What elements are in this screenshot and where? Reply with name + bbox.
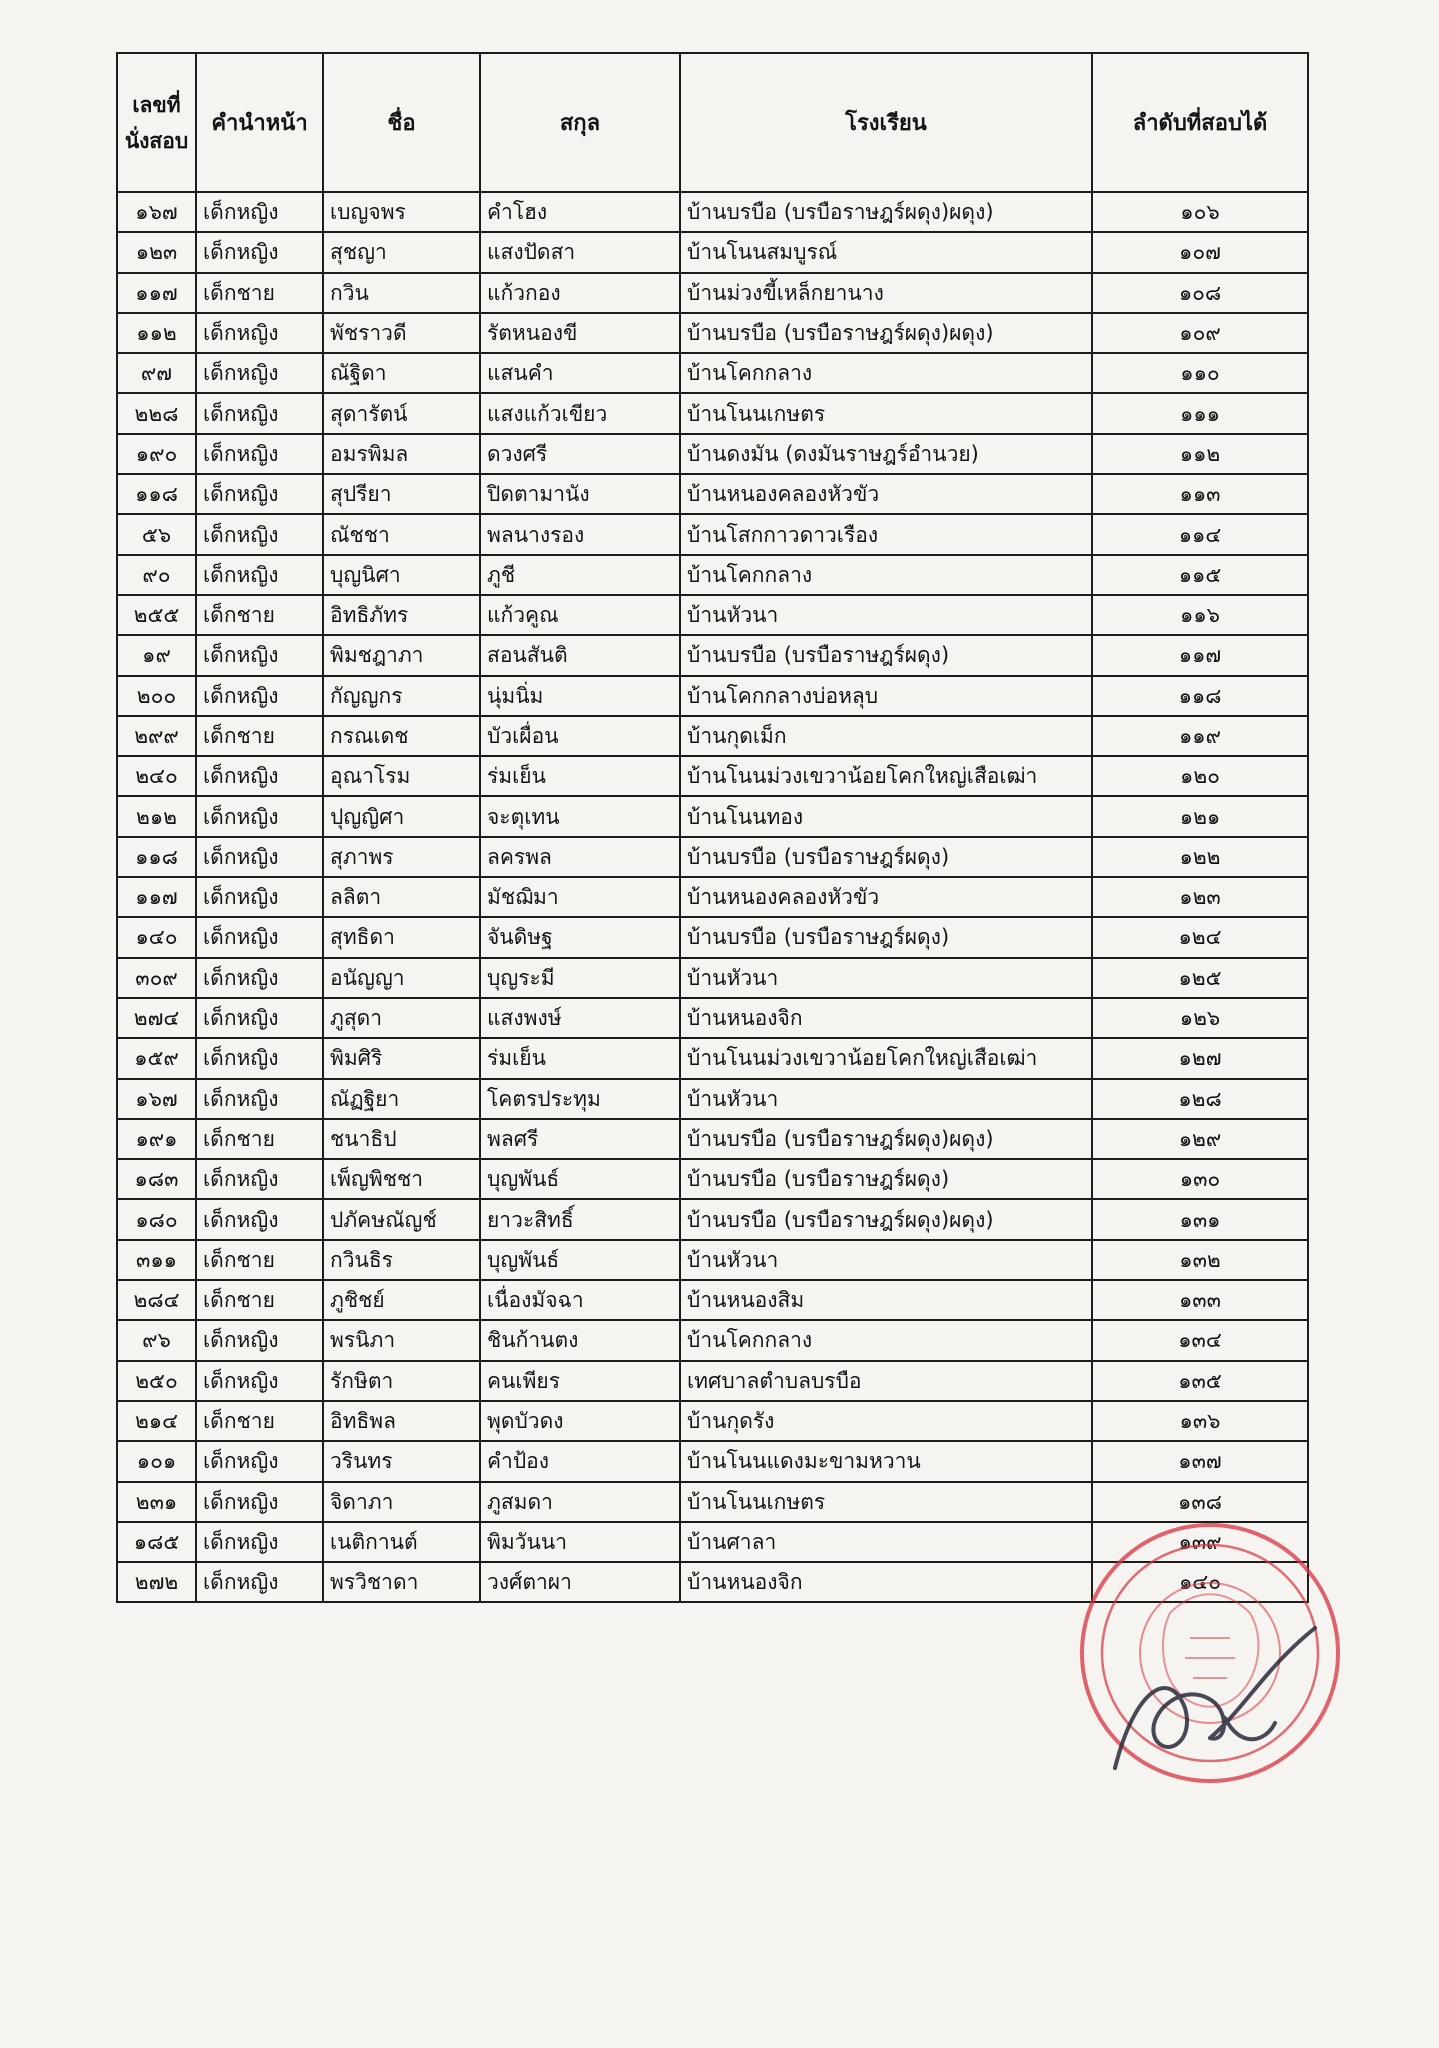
cell-school: บ้านโนนเกษตร — [680, 1482, 1092, 1522]
table-row — [117, 837, 1308, 877]
cell-prefix: เด็กหญิง — [196, 313, 323, 353]
cell-prefix: เด็กหญิง — [196, 1562, 323, 1602]
cell-name: พรวิชาดา — [323, 1562, 480, 1602]
cell-rank: ๑๑๔ — [1092, 514, 1308, 554]
cell-seat: ๒๒๘ — [117, 393, 196, 433]
cell-surname: เนื่องมัจฉา — [480, 1280, 680, 1320]
cell-surname: มัชฌิมา — [480, 877, 680, 917]
cell-rank: ๑๑๘ — [1092, 676, 1308, 716]
cell-rank: ๑๓๘ — [1092, 1482, 1308, 1522]
cell-school: บ้านบรบือ (บรบือราษฎร์ผดุง)ผดุง) — [680, 1119, 1092, 1159]
cell-surname: แก้วคูณ — [480, 595, 680, 635]
cell-prefix: เด็กชาย — [196, 273, 323, 313]
cell-school: บ้านหัวนา — [680, 958, 1092, 998]
cell-surname: แก้วกอง — [480, 273, 680, 313]
cell-school: บ้านบรบือ (บรบือราษฎร์ผดุง) — [680, 635, 1092, 675]
cell-name: อิทธิพล — [323, 1401, 480, 1441]
cell-name: พัชราวดี — [323, 313, 480, 353]
cell-school: บ้านดงมัน (ดงมันราษฎร์อำนวย) — [680, 434, 1092, 474]
cell-seat: ๑๑๘ — [117, 474, 196, 514]
cell-rank: ๑๐๗ — [1092, 232, 1308, 272]
cell-rank: ๑๓๖ — [1092, 1401, 1308, 1441]
cell-seat: ๑๑๒ — [117, 313, 196, 353]
table-row — [117, 353, 1308, 393]
cell-name: สุปรียา — [323, 474, 480, 514]
cell-seat: ๒๙๙ — [117, 716, 196, 756]
cell-rank: ๑๐๖ — [1092, 192, 1308, 232]
cell-seat: ๒๑๒ — [117, 796, 196, 836]
cell-name: พรนิภา — [323, 1320, 480, 1360]
cell-name: ชนาธิป — [323, 1119, 480, 1159]
table-row — [117, 796, 1308, 836]
cell-name: ณัฐิดา — [323, 353, 480, 393]
cell-surname: คำป้อง — [480, 1441, 680, 1481]
cell-surname: บัวเผื่อน — [480, 716, 680, 756]
cell-name: เนติกานต์ — [323, 1522, 480, 1562]
cell-rank: ๑๑๖ — [1092, 595, 1308, 635]
cell-prefix: เด็กหญิง — [196, 555, 323, 595]
cell-seat: ๑๕๙ — [117, 1038, 196, 1078]
cell-prefix: เด็กหญิง — [196, 998, 323, 1038]
table-row — [117, 393, 1308, 433]
header-row — [117, 53, 1308, 192]
table-row — [117, 1401, 1308, 1441]
cell-rank: ๑๑๓ — [1092, 474, 1308, 514]
cell-seat: ๑๖๗ — [117, 192, 196, 232]
cell-school: บ้านโคกกลาง — [680, 555, 1092, 595]
cell-surname: รัตหนองขี — [480, 313, 680, 353]
cell-prefix: เด็กชาย — [196, 1280, 323, 1320]
cell-school: บ้านบรบือ (บรบือราษฎร์ผดุง)ผดุง) — [680, 1199, 1092, 1239]
cell-rank: ๑๒๗ — [1092, 1038, 1308, 1078]
table-row — [117, 273, 1308, 313]
table-row — [117, 1361, 1308, 1401]
cell-rank: ๑๓๑ — [1092, 1199, 1308, 1239]
cell-rank: ๑๓๓ — [1092, 1280, 1308, 1320]
cell-school: บ้านโคกกลาง — [680, 353, 1092, 393]
table-row — [117, 998, 1308, 1038]
cell-school: บ้านโสกกาวดาวเรือง — [680, 514, 1092, 554]
cell-rank: ๑๒๙ — [1092, 1119, 1308, 1159]
cell-name: รักษิตา — [323, 1361, 480, 1401]
cell-seat: ๒๗๔ — [117, 998, 196, 1038]
cell-seat: ๒๐๐ — [117, 676, 196, 716]
cell-surname: พลนางรอง — [480, 514, 680, 554]
table-row — [117, 958, 1308, 998]
table-row — [117, 232, 1308, 272]
cell-rank: ๑๒๖ — [1092, 998, 1308, 1038]
header-seat: เลขที่นั่งสอบ — [117, 53, 196, 192]
cell-school: บ้านศาลา — [680, 1522, 1092, 1562]
cell-school: บ้านม่วงขี้เหล็กยานาง — [680, 273, 1092, 313]
cell-seat: ๑๔๐ — [117, 917, 196, 957]
cell-school: บ้านโนนทอง — [680, 796, 1092, 836]
cell-school: บ้านโนนม่วงเขวาน้อยโคกใหญ่เสือเฒ่า — [680, 1038, 1092, 1078]
cell-prefix: เด็กหญิง — [196, 837, 323, 877]
cell-rank: ๑๓๙ — [1092, 1522, 1308, 1562]
cell-prefix: เด็กหญิง — [196, 756, 323, 796]
cell-surname: แสงพงษ์ — [480, 998, 680, 1038]
cell-surname: คำโฮง — [480, 192, 680, 232]
header-rank: ลำดับที่สอบได้ — [1092, 53, 1308, 192]
cell-school: บ้านกุดรัง — [680, 1401, 1092, 1441]
cell-seat: ๑๒๓ — [117, 232, 196, 272]
cell-seat: ๒๔๐ — [117, 756, 196, 796]
cell-prefix: เด็กหญิง — [196, 1482, 323, 1522]
cell-rank: ๑๒๓ — [1092, 877, 1308, 917]
cell-name: ณัฏฐิยา — [323, 1079, 480, 1119]
cell-prefix: เด็กหญิง — [196, 434, 323, 474]
cell-surname: พุดบัวดง — [480, 1401, 680, 1441]
cell-rank: ๑๑๑ — [1092, 393, 1308, 433]
cell-rank: ๑๒๕ — [1092, 958, 1308, 998]
cell-prefix: เด็กหญิง — [196, 1159, 323, 1199]
cell-surname: ปิดตามานัง — [480, 474, 680, 514]
cell-seat: ๕๖ — [117, 514, 196, 554]
cell-name: สุทธิดา — [323, 917, 480, 957]
cell-rank: ๑๑๗ — [1092, 635, 1308, 675]
cell-surname: ภูชี — [480, 555, 680, 595]
table-row — [117, 474, 1308, 514]
cell-surname: ภูสมดา — [480, 1482, 680, 1522]
cell-seat: ๒๕๕ — [117, 595, 196, 635]
cell-prefix: เด็กหญิง — [196, 353, 323, 393]
cell-school: บ้านบรบือ (บรบือราษฎร์ผดุง)ผดุง) — [680, 192, 1092, 232]
cell-name: กวิน — [323, 273, 480, 313]
cell-seat: ๒๕๐ — [117, 1361, 196, 1401]
cell-name: สุชญา — [323, 232, 480, 272]
cell-prefix: เด็กชาย — [196, 595, 323, 635]
table-row — [117, 555, 1308, 595]
cell-seat: ๑๖๗ — [117, 1079, 196, 1119]
table-row — [117, 1119, 1308, 1159]
table-row — [117, 192, 1308, 232]
cell-prefix: เด็กหญิง — [196, 635, 323, 675]
cell-surname: ร่มเย็น — [480, 1038, 680, 1078]
table-row — [117, 1159, 1308, 1199]
cell-seat: ๑๘๐ — [117, 1199, 196, 1239]
cell-surname: ดวงศรี — [480, 434, 680, 474]
cell-name: ปุญญิศา — [323, 796, 480, 836]
cell-seat: ๓๐๙ — [117, 958, 196, 998]
cell-seat: ๑๙ — [117, 635, 196, 675]
cell-seat: ๑๙๑ — [117, 1119, 196, 1159]
table-row — [117, 1280, 1308, 1320]
cell-school: บ้านหนองคลองหัวขัว — [680, 877, 1092, 917]
table-row — [117, 1199, 1308, 1239]
cell-rank: ๑๒๐ — [1092, 756, 1308, 796]
cell-prefix: เด็กหญิง — [196, 1361, 323, 1401]
cell-prefix: เด็กหญิง — [196, 877, 323, 917]
cell-rank: ๑๒๒ — [1092, 837, 1308, 877]
cell-surname: สอนสันติ — [480, 635, 680, 675]
cell-rank: ๑๑๕ — [1092, 555, 1308, 595]
cell-name: ภูสุดา — [323, 998, 480, 1038]
cell-rank: ๑๓๕ — [1092, 1361, 1308, 1401]
cell-surname: บุญระมี — [480, 958, 680, 998]
header-prefix: คำนำหน้า — [196, 53, 323, 192]
cell-seat: ๓๑๑ — [117, 1240, 196, 1280]
cell-prefix: เด็กหญิง — [196, 474, 323, 514]
cell-prefix: เด็กหญิง — [196, 1038, 323, 1078]
cell-rank: ๑๒๔ — [1092, 917, 1308, 957]
cell-prefix: เด็กหญิง — [196, 1320, 323, 1360]
cell-surname: แสงปัดสา — [480, 232, 680, 272]
cell-rank: ๑๑๐ — [1092, 353, 1308, 393]
cell-name: ลลิตา — [323, 877, 480, 917]
cell-rank: ๑๓๐ — [1092, 1159, 1308, 1199]
table-row — [117, 1079, 1308, 1119]
cell-seat: ๒๓๑ — [117, 1482, 196, 1522]
cell-surname: ลครพล — [480, 837, 680, 877]
cell-school: บ้านหัวนา — [680, 1240, 1092, 1280]
cell-school: บ้านบรบือ (บรบือราษฎร์ผดุง) — [680, 1159, 1092, 1199]
cell-seat: ๑๑๗ — [117, 877, 196, 917]
cell-rank: ๑๐๘ — [1092, 273, 1308, 313]
cell-surname: คนเพียร — [480, 1361, 680, 1401]
cell-school: บ้านหัวนา — [680, 1079, 1092, 1119]
table-row — [117, 877, 1308, 917]
cell-surname: นุ่มนิ่ม — [480, 676, 680, 716]
cell-name: สุดารัตน์ — [323, 393, 480, 433]
cell-school: เทศบาลตำบลบรบือ — [680, 1361, 1092, 1401]
cell-seat: ๑๘๕ — [117, 1522, 196, 1562]
table-row — [117, 434, 1308, 474]
exam-results-table — [116, 52, 1309, 1603]
cell-name: เพ็ญพิชชา — [323, 1159, 480, 1199]
cell-rank: ๑๓๔ — [1092, 1320, 1308, 1360]
cell-seat: ๑๘๓ — [117, 1159, 196, 1199]
cell-seat: ๑๑๘ — [117, 837, 196, 877]
cell-seat: ๒๑๔ — [117, 1401, 196, 1441]
cell-name: บุญนิศา — [323, 555, 480, 595]
cell-name: อนัญญา — [323, 958, 480, 998]
cell-prefix: เด็กหญิง — [196, 1199, 323, 1239]
table-body — [117, 192, 1308, 1602]
cell-prefix: เด็กหญิง — [196, 1441, 323, 1481]
table-row — [117, 1441, 1308, 1481]
cell-seat: ๙๐ — [117, 555, 196, 595]
cell-prefix: เด็กชาย — [196, 716, 323, 756]
cell-surname: จันดิษฐ — [480, 917, 680, 957]
cell-rank: ๑๔๐ — [1092, 1562, 1308, 1602]
cell-name: วรินทร — [323, 1441, 480, 1481]
table-row — [117, 756, 1308, 796]
cell-prefix: เด็กชาย — [196, 1401, 323, 1441]
cell-surname: บุญพันธ์ — [480, 1240, 680, 1280]
cell-prefix: เด็กหญิง — [196, 1522, 323, 1562]
cell-prefix: เด็กหญิง — [196, 514, 323, 554]
cell-name: พิมศิริ — [323, 1038, 480, 1078]
cell-name: ภูชิชย์ — [323, 1280, 480, 1320]
school-seal-stamp — [1075, 1518, 1345, 1788]
cell-school: บ้านกุดเม็ก — [680, 716, 1092, 756]
cell-rank: ๑๓๗ — [1092, 1441, 1308, 1481]
cell-prefix: เด็กหญิง — [196, 393, 323, 433]
table-row — [117, 1038, 1308, 1078]
cell-surname: พลศรี — [480, 1119, 680, 1159]
cell-seat: ๒๗๒ — [117, 1562, 196, 1602]
cell-name: อุณาโรม — [323, 756, 480, 796]
table-row — [117, 716, 1308, 756]
table-row — [117, 514, 1308, 554]
header-surname: สกุล — [480, 53, 680, 192]
cell-surname: โคตรประทุม — [480, 1079, 680, 1119]
table-row — [117, 635, 1308, 675]
cell-school: บ้านบรบือ (บรบือราษฎร์ผดุง)ผดุง) — [680, 313, 1092, 353]
cell-school: บ้านบรบือ (บรบือราษฎร์ผดุง) — [680, 917, 1092, 957]
table-row — [117, 917, 1308, 957]
cell-name: พิมชฎาภา — [323, 635, 480, 675]
cell-name: กัญญกร — [323, 676, 480, 716]
cell-seat: ๑๑๗ — [117, 273, 196, 313]
cell-prefix: เด็กชาย — [196, 1240, 323, 1280]
cell-school: บ้านโนนม่วงเขวาน้อยโคกใหญ่เสือเฒ่า — [680, 756, 1092, 796]
cell-prefix: เด็กหญิง — [196, 232, 323, 272]
cell-name: อิทธิภัทร — [323, 595, 480, 635]
cell-name: ปภัคษณัญช์ — [323, 1199, 480, 1239]
cell-school: บ้านบรบือ (บรบือราษฎร์ผดุง) — [680, 837, 1092, 877]
cell-prefix: เด็กหญิง — [196, 917, 323, 957]
cell-surname: บุญพันธ์ — [480, 1159, 680, 1199]
cell-name: กรณเดช — [323, 716, 480, 756]
table-row — [117, 313, 1308, 353]
cell-school: บ้านหนองจิก — [680, 1562, 1092, 1602]
cell-rank: ๑๑๒ — [1092, 434, 1308, 474]
cell-surname: ยาวะสิทธิ์ — [480, 1199, 680, 1239]
cell-seat: ๑๙๐ — [117, 434, 196, 474]
cell-name: กวินธิร — [323, 1240, 480, 1280]
cell-school: บ้านหนองคลองหัวขัว — [680, 474, 1092, 514]
cell-seat: ๙๗ — [117, 353, 196, 393]
cell-prefix: เด็กหญิง — [196, 676, 323, 716]
cell-prefix: เด็กหญิง — [196, 1079, 323, 1119]
cell-rank: ๑๒๘ — [1092, 1079, 1308, 1119]
table-row — [117, 1482, 1308, 1522]
cell-school: บ้านหนองจิก — [680, 998, 1092, 1038]
table-row — [117, 1320, 1308, 1360]
cell-surname: ชินก้านตง — [480, 1320, 680, 1360]
cell-name: ณัชชา — [323, 514, 480, 554]
cell-school: บ้านโคกกลาง — [680, 1320, 1092, 1360]
cell-surname: แสงแก้วเขียว — [480, 393, 680, 433]
cell-seat: ๑๐๑ — [117, 1441, 196, 1481]
cell-surname: จะตุเทน — [480, 796, 680, 836]
cell-school: บ้านหนองสิม — [680, 1280, 1092, 1320]
cell-name: สุภาพร — [323, 837, 480, 877]
cell-surname: ร่มเย็น — [480, 756, 680, 796]
cell-surname: แสนคำ — [480, 353, 680, 393]
cell-rank: ๑๐๙ — [1092, 313, 1308, 353]
cell-prefix: เด็กหญิง — [196, 796, 323, 836]
cell-name: อมรพิมล — [323, 434, 480, 474]
cell-name: เบญจพร — [323, 192, 480, 232]
header-school: โรงเรียน — [680, 53, 1092, 192]
cell-rank: ๑๒๑ — [1092, 796, 1308, 836]
cell-school: บ้านโนนแดงมะขามหวาน — [680, 1441, 1092, 1481]
cell-school: บ้านโนนสมบูรณ์ — [680, 232, 1092, 272]
cell-rank: ๑๑๙ — [1092, 716, 1308, 756]
table-row — [117, 676, 1308, 716]
cell-school: บ้านโนนเกษตร — [680, 393, 1092, 433]
cell-name: จิดาภา — [323, 1482, 480, 1522]
table-row — [117, 595, 1308, 635]
cell-seat: ๙๖ — [117, 1320, 196, 1360]
header-name: ชื่อ — [323, 53, 480, 192]
cell-prefix: เด็กหญิง — [196, 958, 323, 998]
cell-prefix: เด็กชาย — [196, 1119, 323, 1159]
cell-school: บ้านโคกกลางบ่อหลุบ — [680, 676, 1092, 716]
table-row — [117, 1240, 1308, 1280]
cell-surname: วงศ์ตาผา — [480, 1562, 680, 1602]
cell-seat: ๒๘๔ — [117, 1280, 196, 1320]
cell-rank: ๑๓๒ — [1092, 1240, 1308, 1280]
cell-surname: พิมวันนา — [480, 1522, 680, 1562]
cell-prefix: เด็กหญิง — [196, 192, 323, 232]
cell-school: บ้านหัวนา — [680, 595, 1092, 635]
